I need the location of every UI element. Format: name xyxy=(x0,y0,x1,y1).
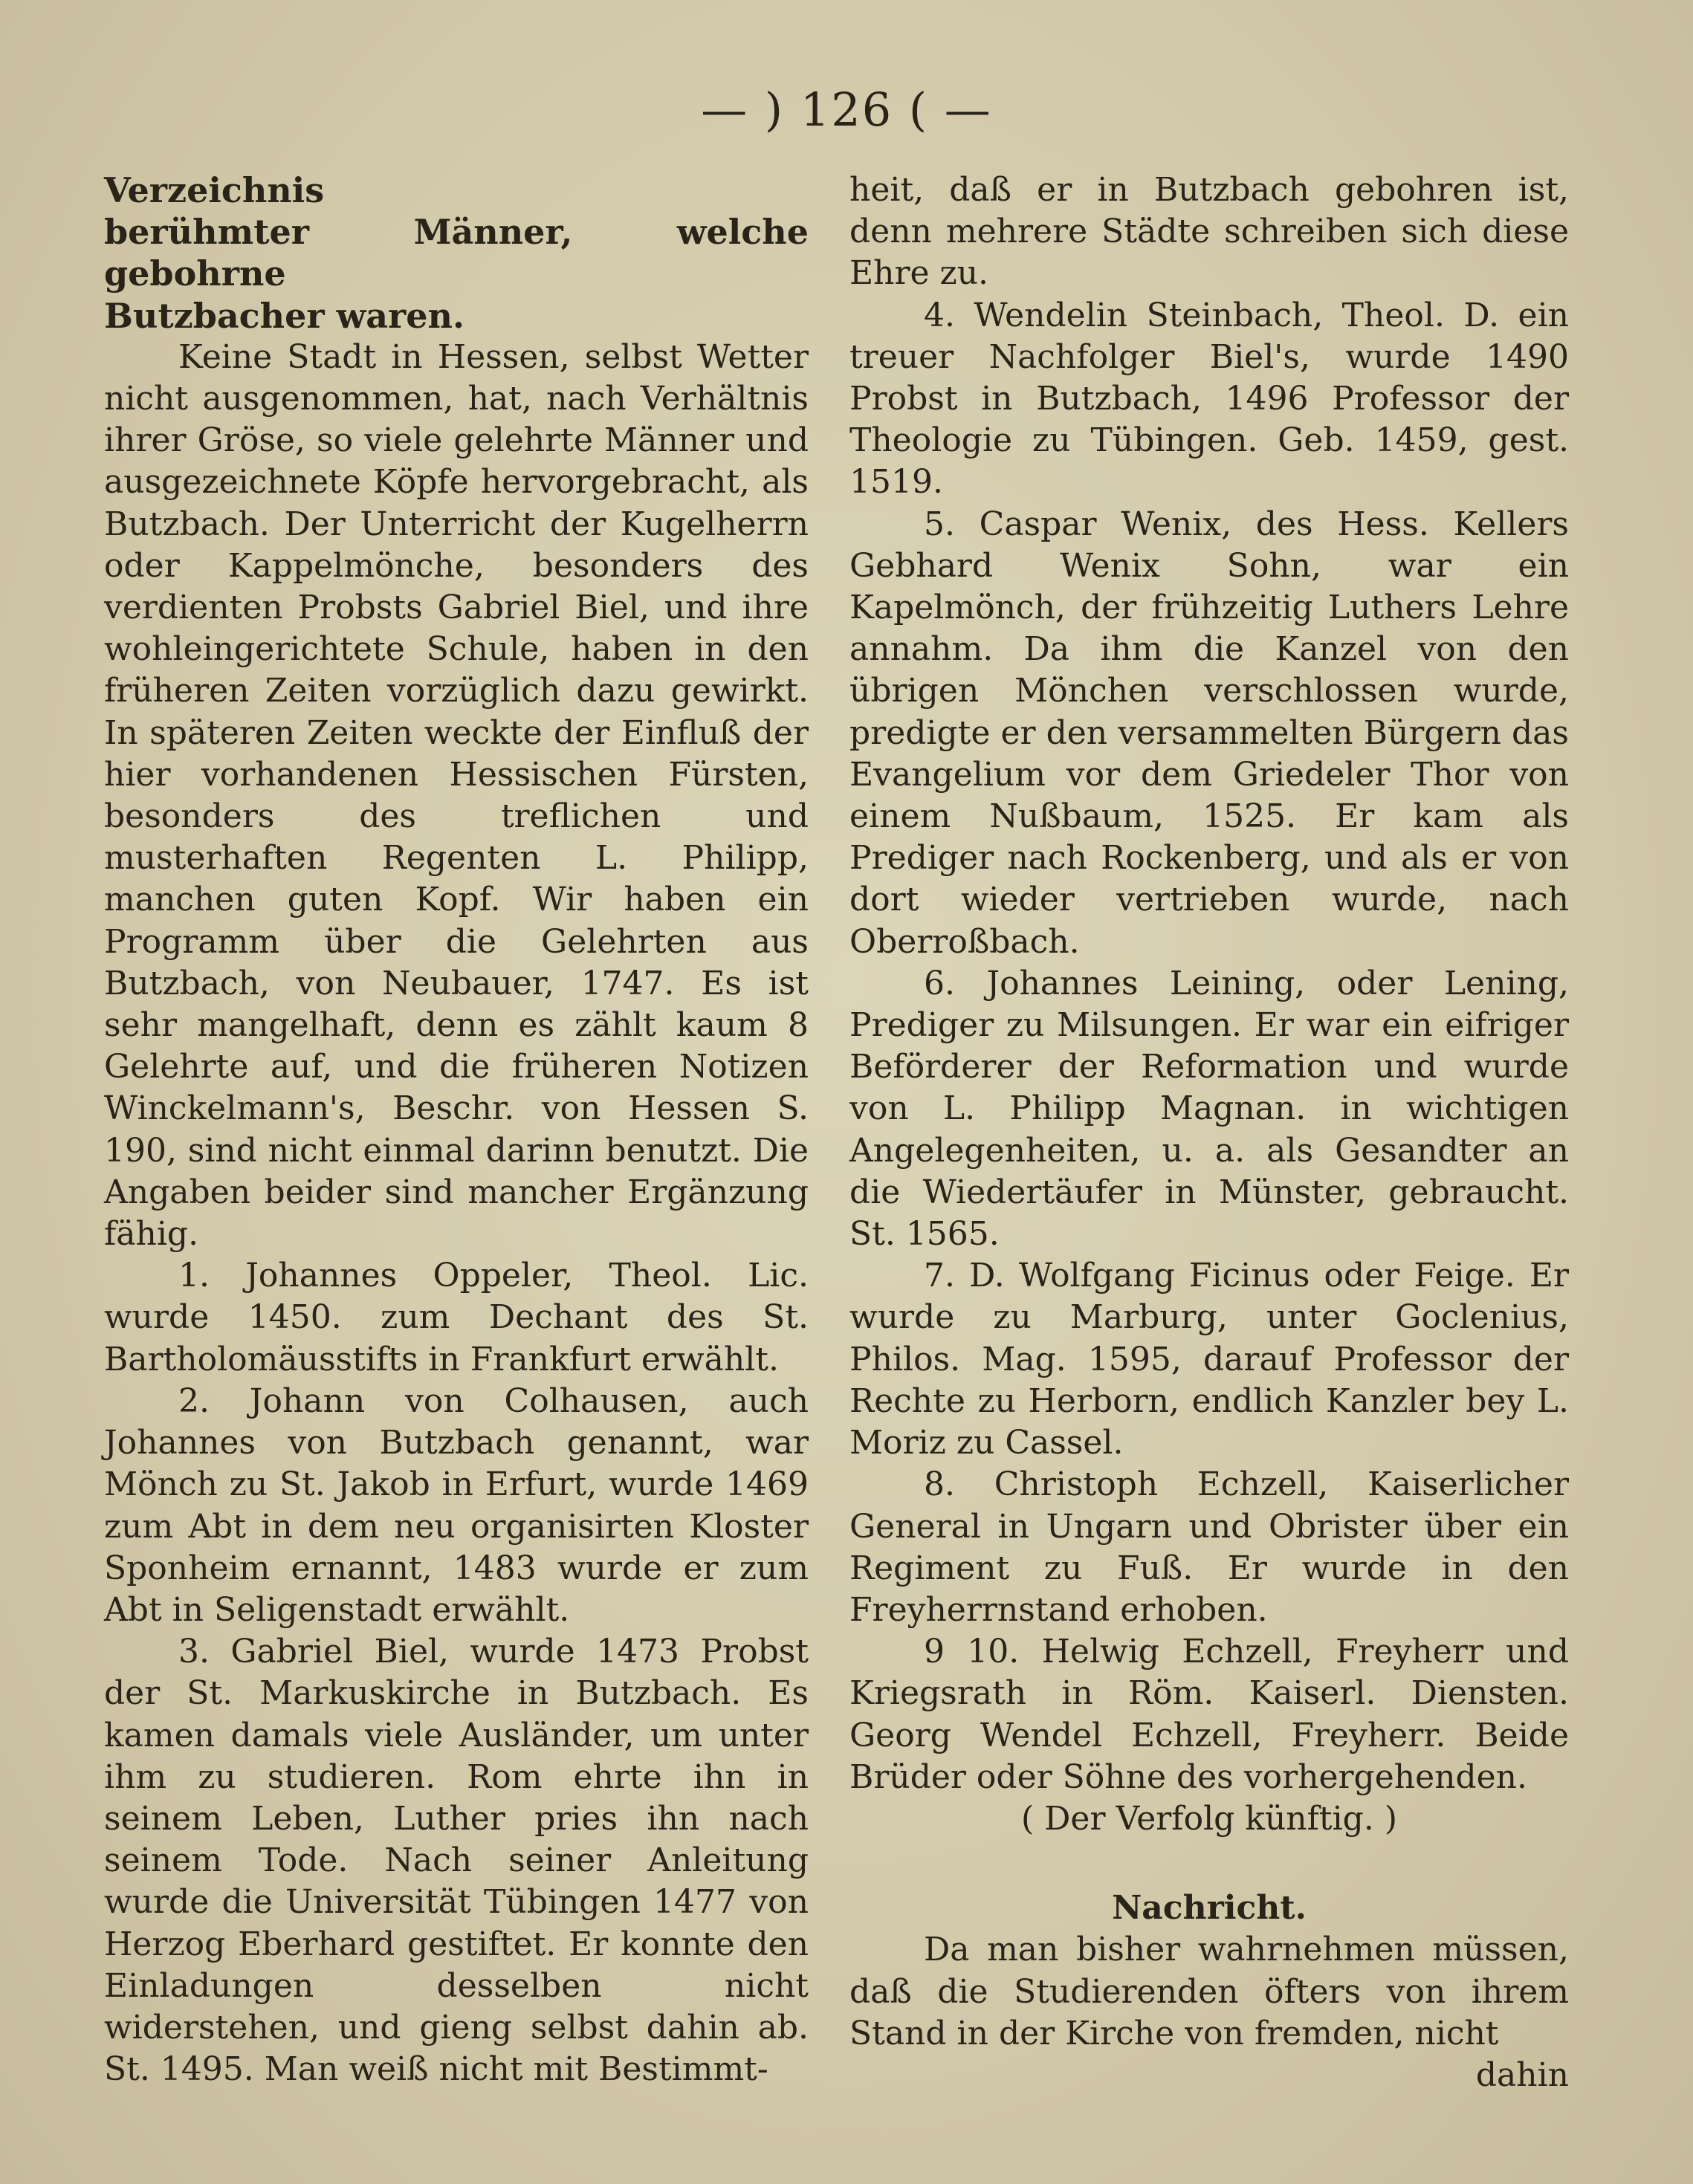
continuation-text: heit, daß er in Butzbach gebohren ist, denn mehrere Städte schreiben sich diese Ehre zu. xyxy=(849,171,1569,293)
continued-note: ( Der Verfolg künftig. ) xyxy=(1021,1799,1397,1838)
notice-text: Da man bisher wahrnehmen müssen, daß die Studierenden öfters von ihrem Stand in der Kirche von fremden, nicht xyxy=(849,1931,1569,2052)
heading-line-3: Butzbacher waren. xyxy=(104,295,464,336)
intro-paragraph: Keine Stadt in Hessen, selbst Wetter nicht ausgenommen, hat, nach Verhältnis ihrer Gröse, so viele gelehrte Männer und ausgezeichnete Köpfe hervorgebracht, als Butzbach. Der Unterricht der Kugelherrn oder Kappelmönche, besonders des verdienten Probsts Gabriel Biel, und ihre wohleingerichtete Schule, haben in den früheren Zeiten vorzüglich dazu gewirkt. In späteren Zeiten weckte der Einfluß der hier vorhandenen Hessischen Fürsten, besonders des treflichen und musterhaften Regenten L. Philipp, manchen guten Kopf. Wir haben ein Programm über die Gelehrten aus Butzbach, von Neubauer, 1747. Es ist sehr mangelhaft, denn es zählt kaum 8 Gelehrte auf, und die früheren Notizen Winckelmann's, Beschr. von Hessen S. 190, sind nicht einmal darinn benutzt. Die Angaben beider sind mancher Ergänzung fähig. xyxy=(104,337,809,1254)
entry-2: 2. Johann von Colhausen, auch Johannes von Butzbach genannt, war Mönch zu St. Jakob in Erfurt, wurde 1469 zum Abt in dem neu organisirten Kloster Sponheim ernannt, 1483 wurde er zum Abt in Seligenstadt erwählt. xyxy=(104,1381,809,1629)
left-column xyxy=(104,169,809,2090)
entry-5: 5. Caspar Wenix, des Hess. Kellers Gebhard Wenix Sohn, war ein Kapelmönch, der frühzeitig Luthers Lehre annahm. Da ihm die Kanzel von den übrigen Mönchen verschlossen wurde, predigte er den versammelten Bürgern das Evangelium vor dem Griedeler Thor von einem Nußbaum, 1525. Er kam als Prediger nach Rockenberg, und als er von dort wieder vertrieben wurde, nach Oberroßbach. xyxy=(849,505,1569,961)
catchword: dahin xyxy=(1475,2055,1569,2094)
entry-3: 3. Gabriel Biel, wurde 1473 Probst der St. Markuskirche in Butzbach. Es kamen damals viele Ausländer, um unter ihm zu studieren. Rom ehrte ihn in seinem Leben, Luther pries ihn nach seinem Tode. Nach seiner Anleitung wurde die Universität Tübingen 1477 von Herzog Eberhard gestiftet. Er konnte den Einladungen desselben nicht widerstehen, und gieng selbst dahin ab. St. 1495. Man weiß nicht mit Bestimmt- xyxy=(104,1633,809,2089)
entry-1: 1. Johannes Oppeler, Theol. Lic. wurde 1450. zum Dechant des St. Bartholomäusstifts in Frankfurt erwählt. xyxy=(104,1257,809,1378)
entry-8: 8. Christoph Echzell, Kaiserlicher General in Ungarn und Obrister über ein Regiment zu Fuß. Er wurde in den Freyherrnstand erhoben. xyxy=(849,1465,1569,1629)
entry-9-10: 9 10. Helwig Echzell, Freyherr und Kriegsrath in Röm. Kaiserl. Diensten. Georg Wendel Echzell, Freyherr. Beide Brüder oder Söhne des vorhergehenden. xyxy=(849,1633,1569,1796)
right-column xyxy=(849,169,1569,2096)
page-number: — ) 126 ( — xyxy=(701,82,992,137)
heading-line-1: Verzeichnis xyxy=(104,170,325,210)
entry-7: 7. D. Wolfgang Ficinus oder Feige. Er wurde zu Marburg, unter Goclenius, Philos. Mag. 1595, darauf Professor der Rechte zu Herborn, endlich Kanzler bey L. Moriz zu Cassel. xyxy=(849,1257,1569,1462)
section-gap xyxy=(849,1840,1569,1887)
entry-4: 4. Wendelin Steinbach, Theol. D. ein treuer Nachfolger Biel's, wurde 1490 Probst in Butzbach, 1496 Professor der Theologie zu Tübingen. Geb. 1459, gest. 1519. xyxy=(849,296,1569,502)
notice-heading: Nachricht. xyxy=(1112,1889,1307,1928)
entry-6: 6. Johannes Leining, oder Lening, Prediger zu Milsungen. Er war ein eifriger Beförderer der Reformation und wurde von L. Philipp Magnan. in wichtigen Angelegenheiten, u. a. als Gesandter an die Wiedertäufer in Münster, gebraucht. St. 1565. xyxy=(849,964,1569,1254)
heading-line-2: berühmter Männer, welche gebohrne xyxy=(104,212,809,294)
